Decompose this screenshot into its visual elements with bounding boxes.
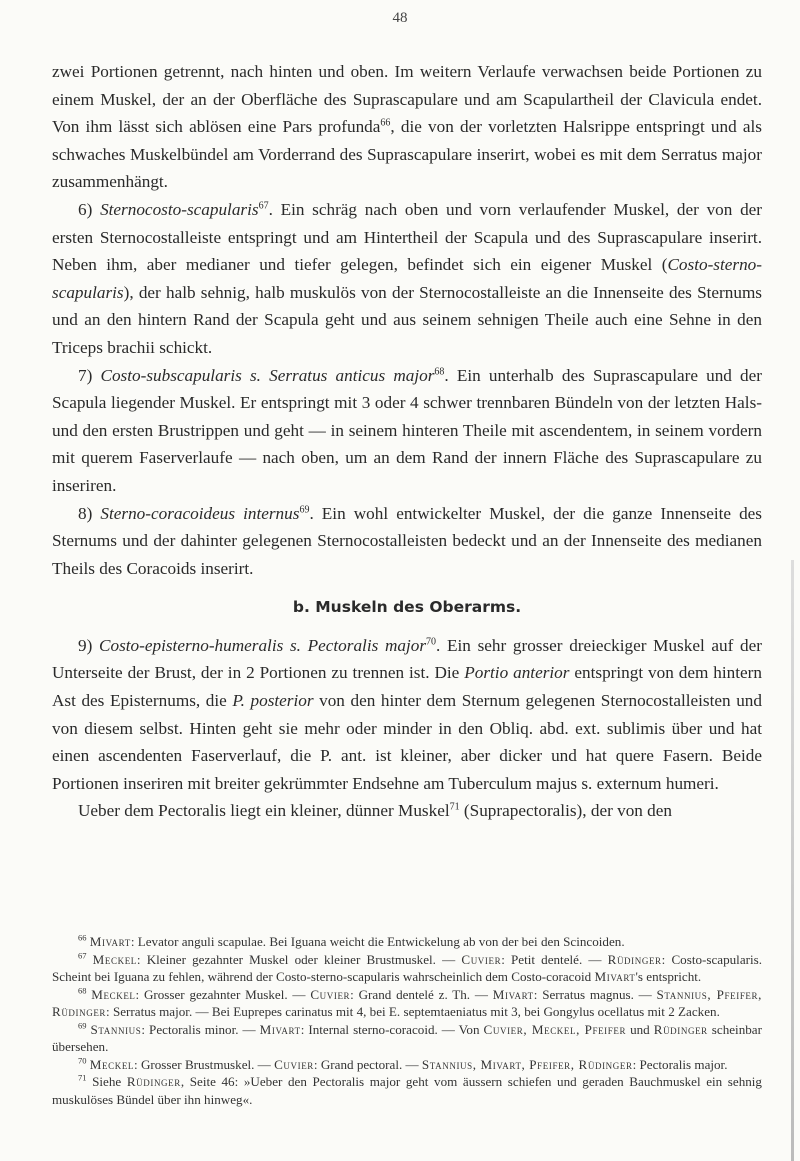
footnote-ref: 71 xyxy=(449,801,460,813)
paragraph-continuation: zwei Portionen getrennt, nach hinten und oben. Im weitern Verlaufe verwachsen beide Portionen zu einem Muskel, der an der Oberfläche des Suprascapulare und am Scapulartheil der Clavicula endet. Von ihm lässt sich ablösen eine Pars profunda$^{66}$, die von der vorletzten Halsrippe entspringt und als schwaches Muskelbündel am Vorderrand des Suprascapulare inserirt, wobei es mit dem Serratus major zusammenhängt. xyxy=(52,62,762,192)
paragraph-6: 6) Sternocosto-scapularis$^{67}$. Ein schräg nach oben und vorn verlaufender Muskel, der von der ersten Sternocostalleiste entspringt und am Hintertheil der Scapula und des Suprascapulare inserirt. Neben ihm, aber medianer und tiefer gelegen, befindet sich ein eigener Muskel (Costo-sterno-scapularis), der halb sehnig, halb muskulös von der Sternocostalleiste an die Innenseite des Sternums und an den hintern Rand der Scapula geht und aus seinem sehnigen Theile auch eine Sehne in den Triceps brachii schickt. xyxy=(52,199,763,357)
muscle-name: Costo-episterno-humeralis s. Pectoralis major xyxy=(99,635,427,655)
paragraph-9: 9) Costo-episterno-humeralis s. Pectoralis major$^{70}$. Ein sehr grosser dreieckiger Muskel auf der Unterseite der Brust, der in 2 Portionen zu trennen ist. Die Portio anterior entspringt von dem hintern Ast des Episternums, die P. posterior von den hinter dem Sternum gelegenen Sternocostalleisten und von diesem selbst. Hinten geht sie mehr oder minder in den Obliq. abd. ext. sublimis über und hat einen ascendenten Faserverlauf, die P. ant. ist kleiner, aber dicker und hat quere Fasern. Beide Portionen inseriren mit breiter gekrümmter Endsehne am Tuberculum majus s. externum humeri. xyxy=(52,635,762,793)
muscle-name: Sterno-coracoideus internus xyxy=(100,503,300,523)
section-heading: b. Muskeln des Oberarms. xyxy=(292,598,522,617)
footnote-ref: 67 xyxy=(258,200,269,212)
page-edge-shadow xyxy=(791,560,794,1161)
page-number: 48 xyxy=(392,10,408,26)
footnote-ref: 69 xyxy=(299,503,310,515)
footnote-ref: 70 xyxy=(426,636,437,648)
footnote-71: $^{71}$ Siehe Rüdinger, Seite 46: »Ueber den Pectoralis major geht vom äussern schiefen und geraden Bauchmuskel ein sehnig muskulöses Bündel über ihn hinweg«. xyxy=(52,1072,762,1107)
paragraph-10: Ueber dem Pectoralis liegt ein kleiner, dünner Muskel$^{71}$ (Suprapectoralis), der von den xyxy=(78,801,672,821)
paragraph-8: 8) Sterno-coracoideus internus$^{69}$. Ein wohl entwickelter Muskel, der die ganze Innenseite des Sternums und der dahinter gelegenen Sternocostalleisten bedeckt und an der Innenseite des medianen Theils des Coracoids inserirt. xyxy=(52,503,762,578)
footnote-ref: 66 xyxy=(380,117,391,129)
paragraph-7: 7) Costo-subscapularis s. Serratus anticus major$^{68}$. Ein unterhalb des Suprascapulare und der Scapula liegender Muskel. Er entspringt mit 3 oder 4 schwer trennbaren Bündeln von der letzten Hals- und den ersten Brustrippen und geht — in seinem hinteren Theile mit ascendentem, in seinem vordern mit querem Faserverlaufe — nach oben, um an dem Rand der innern Fläche des Suprascapulare zu inseriren. xyxy=(52,365,762,495)
footnote-69: $^{69}$ Stannius: Pectoralis minor. — Mivart: Internal sterno-coracoid. — Von Cuvier, Meckel, Pfeifer und Rüdinger scheinbar übersehen. xyxy=(52,1020,762,1054)
footnote-ref: 68 xyxy=(434,365,445,377)
muscle-name: Sternocosto-scapularis xyxy=(100,199,259,219)
muscle-name: Costo-subscapularis s. Serratus anticus major xyxy=(100,365,435,385)
footnote-70: $^{70}$ Meckel: Grosser Brustmuskel. — Cuvier: Grand pectoral. — Stannius, Mivart, Pfeifer, Rüdinger: Pectoralis major. xyxy=(78,1055,728,1072)
main-text xyxy=(52,58,762,825)
footnote-66: $^{66}$ Mivart: Levator anguli scapulae. Bei Iguana weicht die Entwickelung ab von der bei den Scincoiden. xyxy=(78,932,625,949)
footnote-67: $^{67}$ Meckel: Kleiner gezahnter Muskel oder kleiner Brustmuskel. — Cuvier: Petit dentelé. — Rüdinger: Costo-scapularis. Scheint bei Iguana zu fehlen, während der Costo-sterno-scapularis wahrscheinlich dem Costo-coracoid Mivart's entspricht. xyxy=(52,950,762,984)
footnote-68: $^{68}$ Meckel: Grosser gezahnter Muskel. — Cuvier: Grand dentelé z. Th. — Mivart: Serratus magnus. — Stannius, Pfeifer, Rüdinger: Serratus major. — Bei Euprepes carinatus mit 4, bei E. septemtaeniatus mit 3, bei Gongylus ocellatus mit 2 Zacken. xyxy=(52,985,762,1019)
muscle-name: Costo-sterno-scapularis xyxy=(52,255,762,302)
footnotes xyxy=(52,933,762,1108)
